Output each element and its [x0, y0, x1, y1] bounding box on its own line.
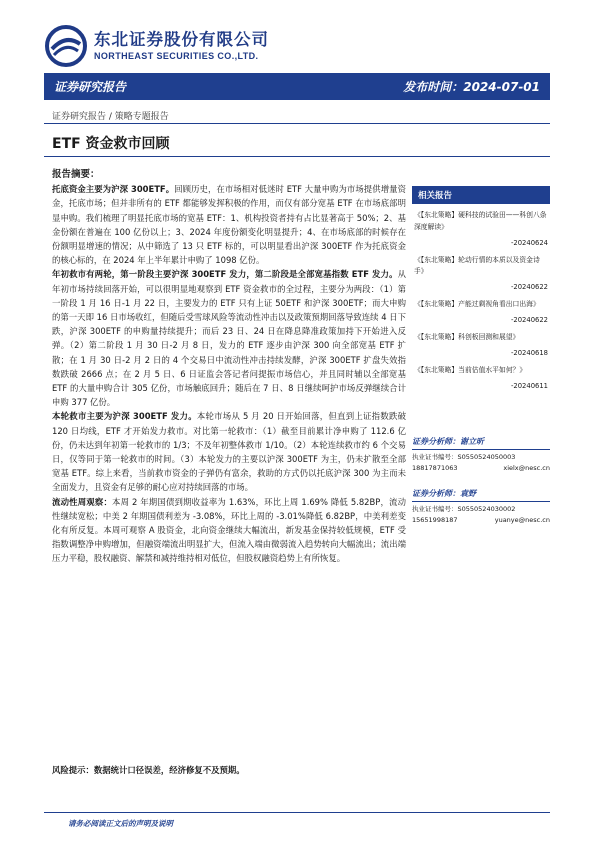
abstract-paragraph — [52, 495, 406, 566]
analyst-card — [412, 488, 550, 526]
analyst-contact — [412, 463, 550, 474]
related-report-title: 《【东北策略】硬科技的试验田——科创八条深度解读》 — [414, 211, 547, 231]
paragraph-body: 本周 2 年期国债到期收益率为 1.63%，环比上周 1.69% 降低 5.82BP，流动性继续宽松；中美 2 年期国债利差为 -3.08%，环比上周的 -3.01%降低 6.82BP，中美利差变化有所反复。本周可观察 A 股资金，北向资金继续大幅流出，新发基金保持较低规模，ETF 受指数调整净申购增加，但融资端流出明显扩大，但流入端由微弱流入趋势转向大幅流出；流出端压力平稳，股权融资、解禁和减持维持相对低位，但股权融资趋势上有所恢复。 — [52, 496, 406, 564]
publish-date: 发布时间：2024-07-01 — [403, 80, 540, 94]
analyst-cert — [412, 452, 550, 463]
analyst-card — [412, 436, 550, 474]
related-report-date: -20240618 — [510, 348, 548, 357]
related-report-title: 《【东北策略】当前估值水平如何？》 — [414, 365, 527, 374]
related-report-date: -20240622 — [510, 315, 548, 324]
related-report-title: 《【东北策略】轮动行情的本质以及资金诗手》 — [414, 255, 540, 276]
analyst-phone: 15651998187 — [412, 516, 458, 524]
abstract-section — [52, 168, 406, 566]
paragraph-lead: 年初救市有两轮，第一阶段主要沪深 300ETF 发力，第二阶段是全部宽基指数 ETF 发力。 — [52, 269, 398, 280]
page-title: ETF 资金救市回顾 — [52, 136, 170, 152]
analyst-email[interactable]: xielx@nesc.cn — [503, 464, 550, 472]
analyst-section — [412, 436, 550, 540]
analyst-contact — [412, 515, 550, 526]
paragraph-lead: 流动性周观察： — [52, 496, 113, 507]
footer-divider — [44, 812, 550, 813]
analyst-cert-number: 执业证书编号：S0550524030002 — [412, 505, 516, 513]
brand-name-en: NORTHEAST SECURITIES CO.,LTD. — [94, 51, 259, 61]
paragraph-lead: 托底资金主要为沪深 300ETF。 — [52, 184, 175, 195]
paragraph-body: 从年初市场持续回落开始，可以很明显地观察到 ETF 资金救市的全过程，主要分为两段：（1）第一阶段 1 月 16 日-1 月 22 日，主要发力的 ETF 只有上证 50ETF 和沪深 300ETF；而大申购的第一天即 16 日市场收红，但随后受雪球风险等流动性冲击以及政策预期回落导致连续 4 日下跌，沪深 300ETF 的申购量持续提升；而后 23 日、24 日在降息降准政策加持下开始进入反弹。（2）第二阶段 1 月 30 日-2 月 8 日，发力的 ETF 逐步由沪深 300 向全部宽基 ETF 扩散；在 1 月 30 日-2 月 2 日的 4 个交易日中流动性冲击持续发酵，沪深 300ETF 扩盘失效指数跌破 2666 点；在 2 月 5 日、6 日证监会答记者问提振市场信心，并且同时辅以全部宽基 ETF 的大量申购合计 305 亿份，市场触底回升；随后在 7 日、8 日继续呵护市场反弹继续合计申购 377 亿份。 — [52, 269, 406, 408]
abstract-paragraph — [52, 267, 406, 409]
analyst-cert — [412, 504, 550, 515]
analyst-email[interactable]: yuanye@nesc.cn — [494, 516, 550, 524]
breadcrumb: 证券研究报告 / 策略专题报告 — [52, 112, 169, 122]
risk-warning: 风险提示：数据统计口径误差，经济修复不及预期。 — [52, 765, 245, 775]
paragraph-body: 本轮市场从 5 月 20 日开始回落，但直到上证指数跌破 120 日均线，ETF 才开始发力救市。对比第一轮救市：（1）截至目前累计净申购了 112.6 亿份，仍未达到年初第一轮救市的 1/3；不及年初整体救市 1/10。（2）本轮连续救市约 6 个交易日，仅等同于第一轮救市的时间。（3）本轮发力的主要以沪深 300ETF 为主，仍未扩散至全部宽基 ETF。综上来看，当前救市资金的子弹仍有富余，救助的方式仍以托底沪深 300 为主而未全面发力，且资金有足够的耐心应对持续回落的市场。 — [52, 411, 406, 493]
related-reports — [412, 168, 550, 392]
paragraph-lead: 本轮救市主要为沪深 300ETF 发力。 — [52, 411, 197, 422]
analyst-cert-number: 执业证书编号：S0550524050003 — [412, 453, 516, 461]
abstract-paragraph — [52, 182, 406, 267]
related-report-title: 《【东北策略】产能过剩视角看出口出海》 — [414, 300, 540, 309]
company-logo-icon — [44, 24, 88, 68]
paragraph-body: 回顾历史，在市场相对低迷时 ETF 大量申购为市场提供增量资金，托底市场；但并非所有的 ETF 都能够发挥积极的作用，而仅有部分宽基 ETF 在市场底部明显申购。我们梳理了明显托底市场的宽基 ETF：1、机构投资者持有占比显著高于 50%；2、基金份额在普遍在 100 亿份以上；3、2024 年度份额变化明显提升；4、在市场底部的时候存在份额明显增速的情况；从中筛选了 13 只 ETF 标的，可以明显看出沪深 300ETF 作为托底资金的核心标的，在 2024 年上半年累计申购了 1098 亿份。 — [52, 184, 406, 266]
header-band — [44, 73, 550, 100]
related-reports-heading: 相关报告 — [412, 186, 550, 204]
related-report-item[interactable] — [412, 255, 550, 294]
report-type: 证券研究报告 — [54, 80, 127, 94]
analyst-phone: 18817871063 — [412, 464, 458, 472]
related-report-title: 《【东北策略】科创板回测和展望》 — [414, 332, 520, 341]
related-report-item[interactable] — [412, 332, 550, 359]
related-report-date: -20240624 — [510, 238, 548, 247]
abstract-paragraph — [52, 409, 406, 494]
footer-disclaimer[interactable]: 请务必阅读正文后的声明及说明 — [68, 819, 173, 828]
company-logo — [44, 24, 269, 68]
divider — [44, 156, 550, 157]
related-report-date: -20240622 — [510, 283, 548, 292]
related-report-item[interactable] — [412, 299, 550, 326]
abstract-heading: 报告摘要： — [52, 169, 100, 180]
related-report-item[interactable] — [412, 365, 550, 392]
divider — [44, 123, 550, 124]
brand-name-cn: 东北证券股份有限公司 — [94, 30, 269, 49]
related-report-item[interactable] — [412, 210, 550, 249]
related-report-date: -20240611 — [510, 381, 548, 390]
analyst-name: 证券分析师：谢立昕 — [412, 436, 550, 450]
analyst-name: 证券分析师：袁野 — [412, 488, 550, 502]
